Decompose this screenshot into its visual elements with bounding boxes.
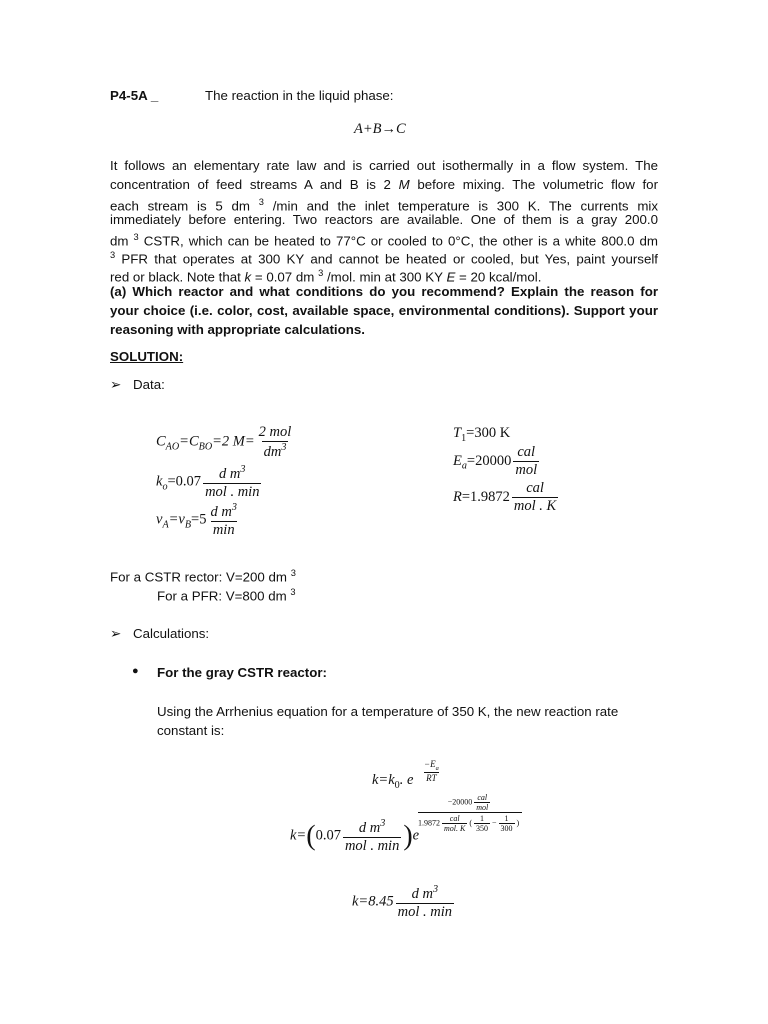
- pfr-volume: For a PFR: V=800 dm $^3$: [157, 587, 296, 604]
- solution-heading: SOLUTION:: [110, 349, 184, 364]
- statement-line-4: immediately before entering. Two reactors are available. One of them is a gray 200.0: [110, 212, 658, 227]
- eq-substituted-exponent: −20000 $\frac{\text{cal}}{\text{mol}}$ 1.9872 $\frac{\text{cal}}{\text{mol. K}}$ ( $\frac{1}{350}$ − $\frac{1}{300}$ ): [418, 793, 522, 833]
- problem-intro: The reaction in the liquid phase:: [205, 88, 394, 103]
- eq-result: k=8.45 $\frac{d m^3}{\text{mol . min}}$: [352, 884, 452, 920]
- arrhenius-line-2: constant is:: [157, 723, 225, 738]
- arrow-bullet-icon: ➢: [110, 377, 122, 392]
- problem-id: P4-5A _: [110, 88, 159, 103]
- eq-substituted: k=(0.07 $\frac{d m^3}{\text{mol . min}}$ )e: [290, 818, 420, 854]
- statement-line-3: each stream is 5 dm $^3$ /min and the inlet temperature is 300 K. The currents mix: [110, 197, 658, 214]
- arrow-bullet-icon: ➢: [110, 626, 122, 641]
- eq-arrhenius-exponent: $\frac{-E_a}{RT}$: [424, 759, 439, 783]
- eq-temperature: $T_1=300$ K: [453, 425, 511, 444]
- eq-activation-energy: $E_a=20000$ $\frac{\text{cal}}{\text{mol}}$: [453, 444, 538, 478]
- eq-gas-constant: R=1.9872 $\frac{\text{cal}}{\text{mol . K}}$: [453, 480, 557, 514]
- question-line-2: your choice (i.e. color, cost, available space, environmental conditions). Support your: [110, 303, 658, 318]
- eq-flow: $v_A=v_B=5$ $\frac{d m^3}{\min}$: [156, 502, 237, 538]
- data-label: Data:: [133, 377, 165, 392]
- dot-bullet-icon: ●: [132, 665, 139, 677]
- gray-cstr-label: For the gray CSTR reactor:: [157, 665, 327, 680]
- question-line-3: reasoning with appropriate calculations.: [110, 322, 365, 337]
- statement-line-2: concentration of feed streams A and B is 2 M before mixing. The volumetric flow for: [110, 177, 658, 192]
- eq-arrhenius: $k=k_0$. e: [372, 772, 414, 791]
- calculations-label: Calculations:: [133, 626, 210, 641]
- statement-line-5: dm $^3$ CSTR, which can be heated to 77°C or cooled to 0°C, the other is a white 800.0 dm: [110, 232, 658, 249]
- eq-k0: $k_o=0.07$ $\frac{d m^3}{\text{mol . min}}$: [156, 464, 260, 500]
- arrhenius-line-1: Using the Arrhenius equation for a temperature of 350 K, the new reaction rate: [157, 704, 619, 719]
- statement-line-1: It follows an elementary rate law and is carried out isothermally in a flow system. The: [110, 158, 658, 173]
- eq-concentration: $C_{AO}=C_{BO}=2$ M= $\frac{\text{2 mol}}{dm^3}$: [156, 424, 292, 460]
- question-line-1: (a) Which reactor and what conditions do you recommend? Explain the reason for: [110, 284, 658, 299]
- statement-line-7: red or black. Note that k = 0.07 dm $^3$ /mol. min at 300 KY E = 20 kcal/mol.: [110, 268, 542, 285]
- cstr-volume: For a CSTR rector: V=200 dm $^3$: [110, 568, 296, 585]
- reaction-equation: A+B→C: [354, 121, 406, 137]
- statement-line-6: $^3$ PFR that operates at 300 KY and cannot be heated or cooled, but Yes, paint yourself: [110, 250, 658, 267]
